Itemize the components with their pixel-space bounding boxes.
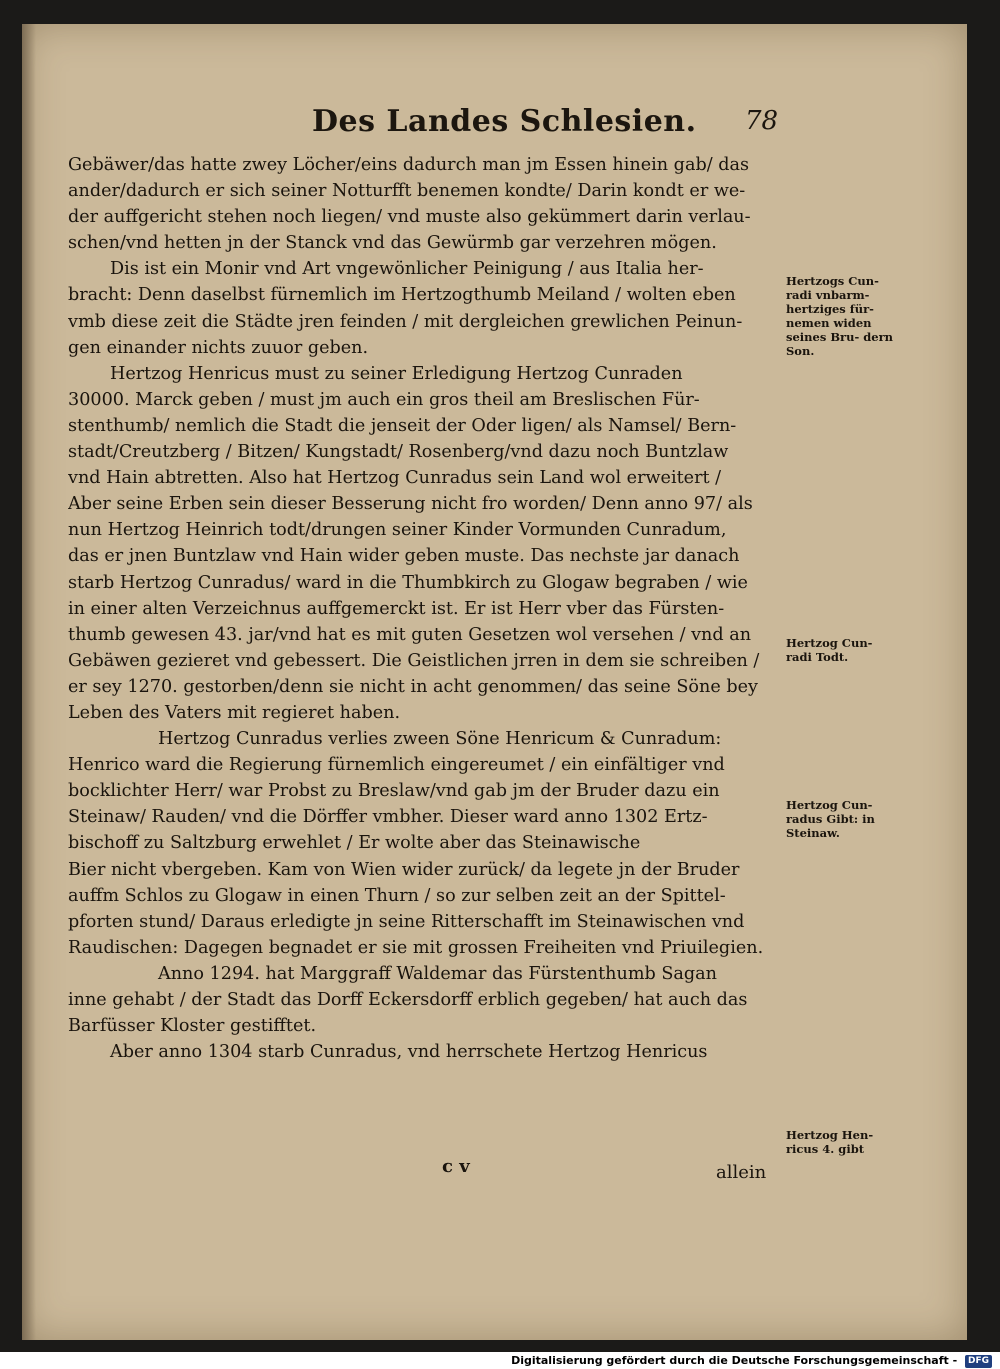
digitization-footer bbox=[511, 1352, 992, 1369]
text-line: bracht: Denn daselbst fürnemlich im Hertzogthumb Meiland / wolten eben bbox=[68, 285, 736, 306]
text-line: schen/vnd hetten jn der Stanck vnd das Gewürmb gar verzehren mögen. bbox=[68, 233, 717, 254]
text-line: Leben des Vaters mit regieret haben. bbox=[68, 702, 401, 723]
book-page bbox=[22, 24, 967, 1340]
margin-note: Hertzogs Cun- radi vnbarm- hertziges für- nemen widen seines Bru- dern Son. bbox=[786, 274, 894, 358]
text-line: Hertzog Cunradus verlies zween Söne Henricum & Cunradum: bbox=[158, 729, 722, 750]
margin-note: Hertzog Cun- radi Todt. bbox=[786, 636, 873, 664]
margin-note: Hertzog Cun- radus Gibt: in Steinaw. bbox=[786, 798, 875, 840]
text-line: Raudischen: Dagegen begnadet er sie mit grossen Freiheiten vnd Priuilegien. bbox=[68, 937, 764, 958]
text-line: Bier nicht vbergeben. Kam von Wien wider zurück/ da legete jn der Bruder bbox=[68, 859, 740, 880]
text-line: vmb diese zeit die Städte jren feinden / mit dergleichen grewlichen Peinun- bbox=[68, 311, 743, 332]
text-line: vnd Hain abtretten. Also hat Hertzog Cunradus sein Land wol erweitert / bbox=[68, 468, 722, 489]
text-line: thumb gewesen 43. jar/vnd hat es mit guten Gesetzen wol versehen / vnd an bbox=[68, 624, 752, 645]
dfg-logo: DFG bbox=[965, 1355, 992, 1368]
text-line: Hertzog Henricus must zu seiner Erledigung Hertzog Cunraden bbox=[110, 363, 683, 384]
text-line: inne gehabt / der Stadt das Dorff Eckersdorff erblich gegeben/ hat auch das bbox=[68, 990, 748, 1010]
text-line: bischoff zu Saltzburg erwehlet / Er wolte aber das Steinawische bbox=[68, 833, 641, 854]
text-line: pforten stund/ Daraus erledigte jn seine Ritterschafft im Steinawischen vnd bbox=[68, 911, 745, 932]
text-line: das er jnen Buntzlaw vnd Hain wider geben muste. Das nechste jar danach bbox=[68, 546, 740, 567]
text-line: Aber seine Erben sein dieser Besserung nicht fro worden/ Denn anno 97/ als bbox=[68, 494, 753, 515]
text-line: auffm Schlos zu Glogaw in einen Thurn / so zur selben zeit an der Spittel- bbox=[68, 885, 726, 906]
footer-text: Digitalisierung gefördert durch die Deutsche Forschungsgemeinschaft - bbox=[511, 1354, 958, 1367]
signature-mark: c v bbox=[442, 1156, 470, 1177]
text-line: stenthumb/ nemlich die Stadt die jenseit der Oder ligen/ als Namsel/ Bern- bbox=[68, 415, 737, 436]
text-line: Dis ist ein Monir vnd Art vngewönlicher Peinigung / aus Italia her- bbox=[110, 259, 704, 280]
text-line: ander/dadurch er sich seiner Notturfft benemen kondte/ Darin kondt er we- bbox=[68, 181, 746, 202]
catchword: allein bbox=[716, 1162, 767, 1183]
text-line: stadt/Creutzberg / Bitzen/ Kungstadt/ Rosenberg/vnd dazu noch Buntzlaw bbox=[68, 442, 729, 463]
page-gutter-shadow bbox=[22, 24, 36, 1340]
text-line: gen einander nichts zuuor geben. bbox=[68, 337, 369, 358]
text-line: nun Hertzog Heinrich todt/drungen seiner Kinder Vormunden Cunradum, bbox=[68, 520, 727, 541]
text-line: Steinaw/ Rauden/ vnd die Dörffer vmbher. Dieser ward anno 1302 Ertz- bbox=[68, 807, 708, 828]
text-line: Anno 1294. hat Marggraff Waldemar das Fürstenthumb Sagan bbox=[158, 963, 718, 984]
text-line: Barfüsser Kloster gestifftet. bbox=[68, 1016, 317, 1037]
text-line: der auffgericht stehen noch liegen/ vnd muste also gekümmert darin verlau- bbox=[68, 207, 751, 228]
text-line: Gebäwer/das hatte zwey Löcher/eins dadurch man jm Essen hinein gab/ das bbox=[68, 155, 750, 175]
margin-note: Hertzog Hen- ricus 4. gibt bbox=[786, 1128, 874, 1156]
text-line: Henrico ward die Regierung fürnemlich eingereumet / ein einfältiger vnd bbox=[68, 755, 725, 776]
text-line: in einer alten Verzeichnus auffgemerckt ist. Er ist Herr vber das Fürsten- bbox=[68, 598, 725, 619]
text-line: Gebäwen gezieret vnd gebessert. Die Geistlichen jrren in dem sie schreiben / bbox=[68, 650, 760, 671]
text-line: 30000. Marck geben / must jm auch ein gros theil am Breslischen Für- bbox=[68, 389, 700, 410]
text-line: Aber anno 1304 starb Cunradus, vnd herrschete Hertzog Henricus bbox=[110, 1042, 708, 1063]
text-line: bocklichter Herr/ war Probst zu Breslaw/vnd gab jm der Bruder dazu ein bbox=[68, 781, 720, 802]
running-title: Des Landes Schlesien. bbox=[312, 104, 697, 139]
page-number: 78 bbox=[745, 106, 779, 136]
page-header bbox=[22, 104, 967, 144]
text-line: starb Hertzog Cunradus/ ward in die Thumbkirch zu Glogaw begraben / wie bbox=[68, 572, 748, 593]
text-line: er sey 1270. gestorben/denn sie nicht in acht genommen/ das seine Söne bey bbox=[68, 676, 758, 697]
body-text bbox=[68, 152, 793, 1065]
